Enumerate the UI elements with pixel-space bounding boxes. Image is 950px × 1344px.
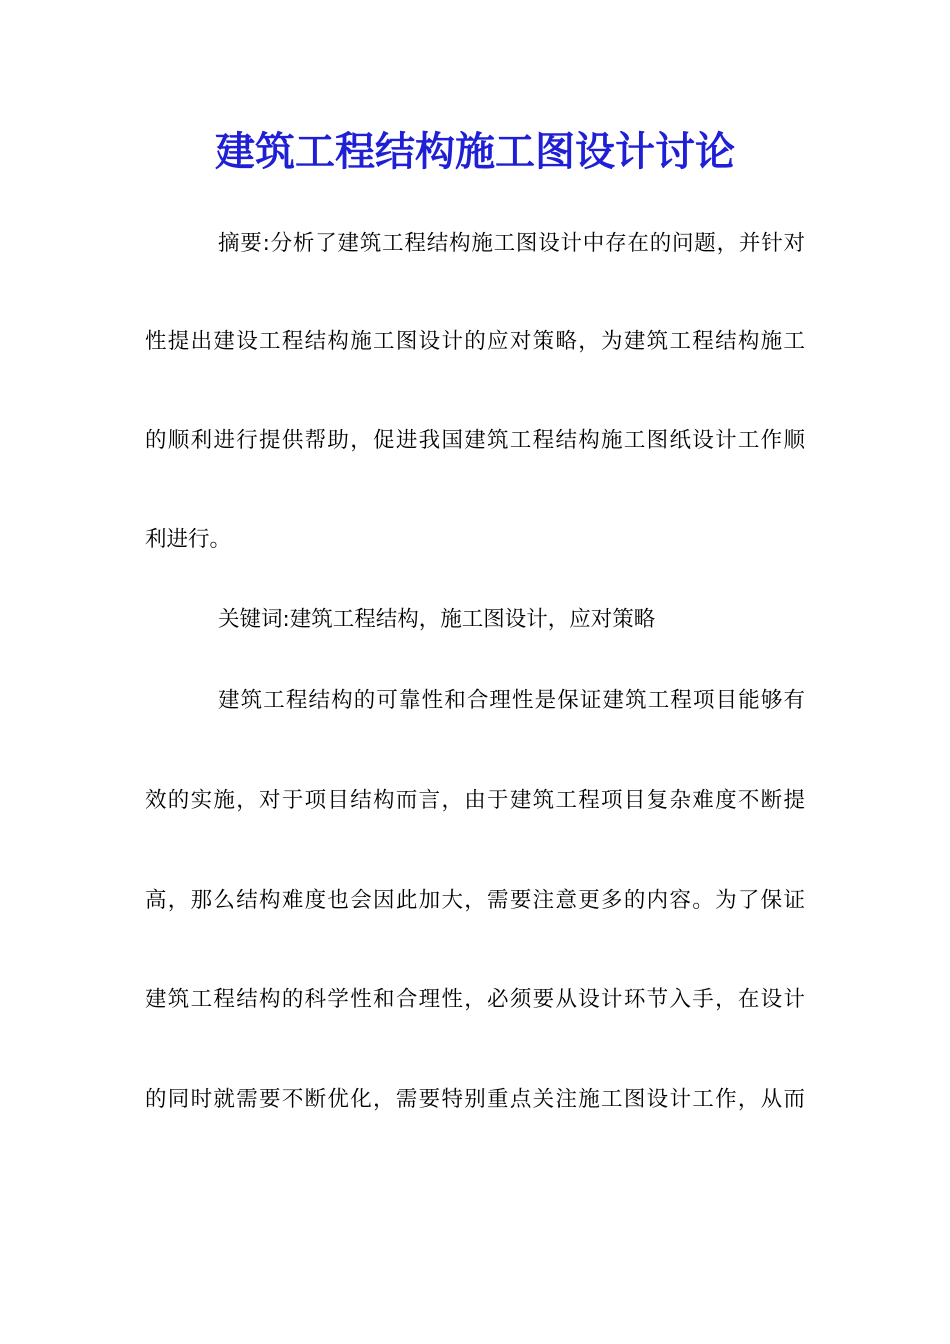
abstract-line-3: 的顺利进行提供帮助，促进我国建筑工程结构施工图纸设计工作顺 (145, 428, 805, 453)
body-line-2: 效的实施，对于项目结构而言，由于建筑工程项目复杂难度不断提 (145, 788, 805, 813)
body-line-3: 高，那么结构难度也会因此加大，需要注意更多的内容。为了保证 (145, 888, 805, 913)
keywords-line: 关键词:建筑工程结构，施工图设计，应对策略 (218, 607, 656, 632)
body-line-5: 的同时就需要不断优化，需要特别重点关注施工图设计工作，从而 (145, 1087, 805, 1112)
body-line-4: 建筑工程结构的科学性和合理性，必须要从设计环节入手，在设计 (145, 987, 805, 1012)
abstract-line-4: 利进行。 (145, 527, 232, 552)
page-title: 建筑工程结构施工图设计讨论 (215, 128, 735, 175)
abstract-line-1: 摘要:分析了建筑工程结构施工图设计中存在的问题，并针对 (218, 231, 805, 256)
body-line-1: 建筑工程结构的可靠性和合理性是保证建筑工程项目能够有 (218, 688, 805, 713)
abstract-line-2: 性提出建设工程结构施工图设计的应对策略，为建筑工程结构施工 (145, 329, 805, 354)
